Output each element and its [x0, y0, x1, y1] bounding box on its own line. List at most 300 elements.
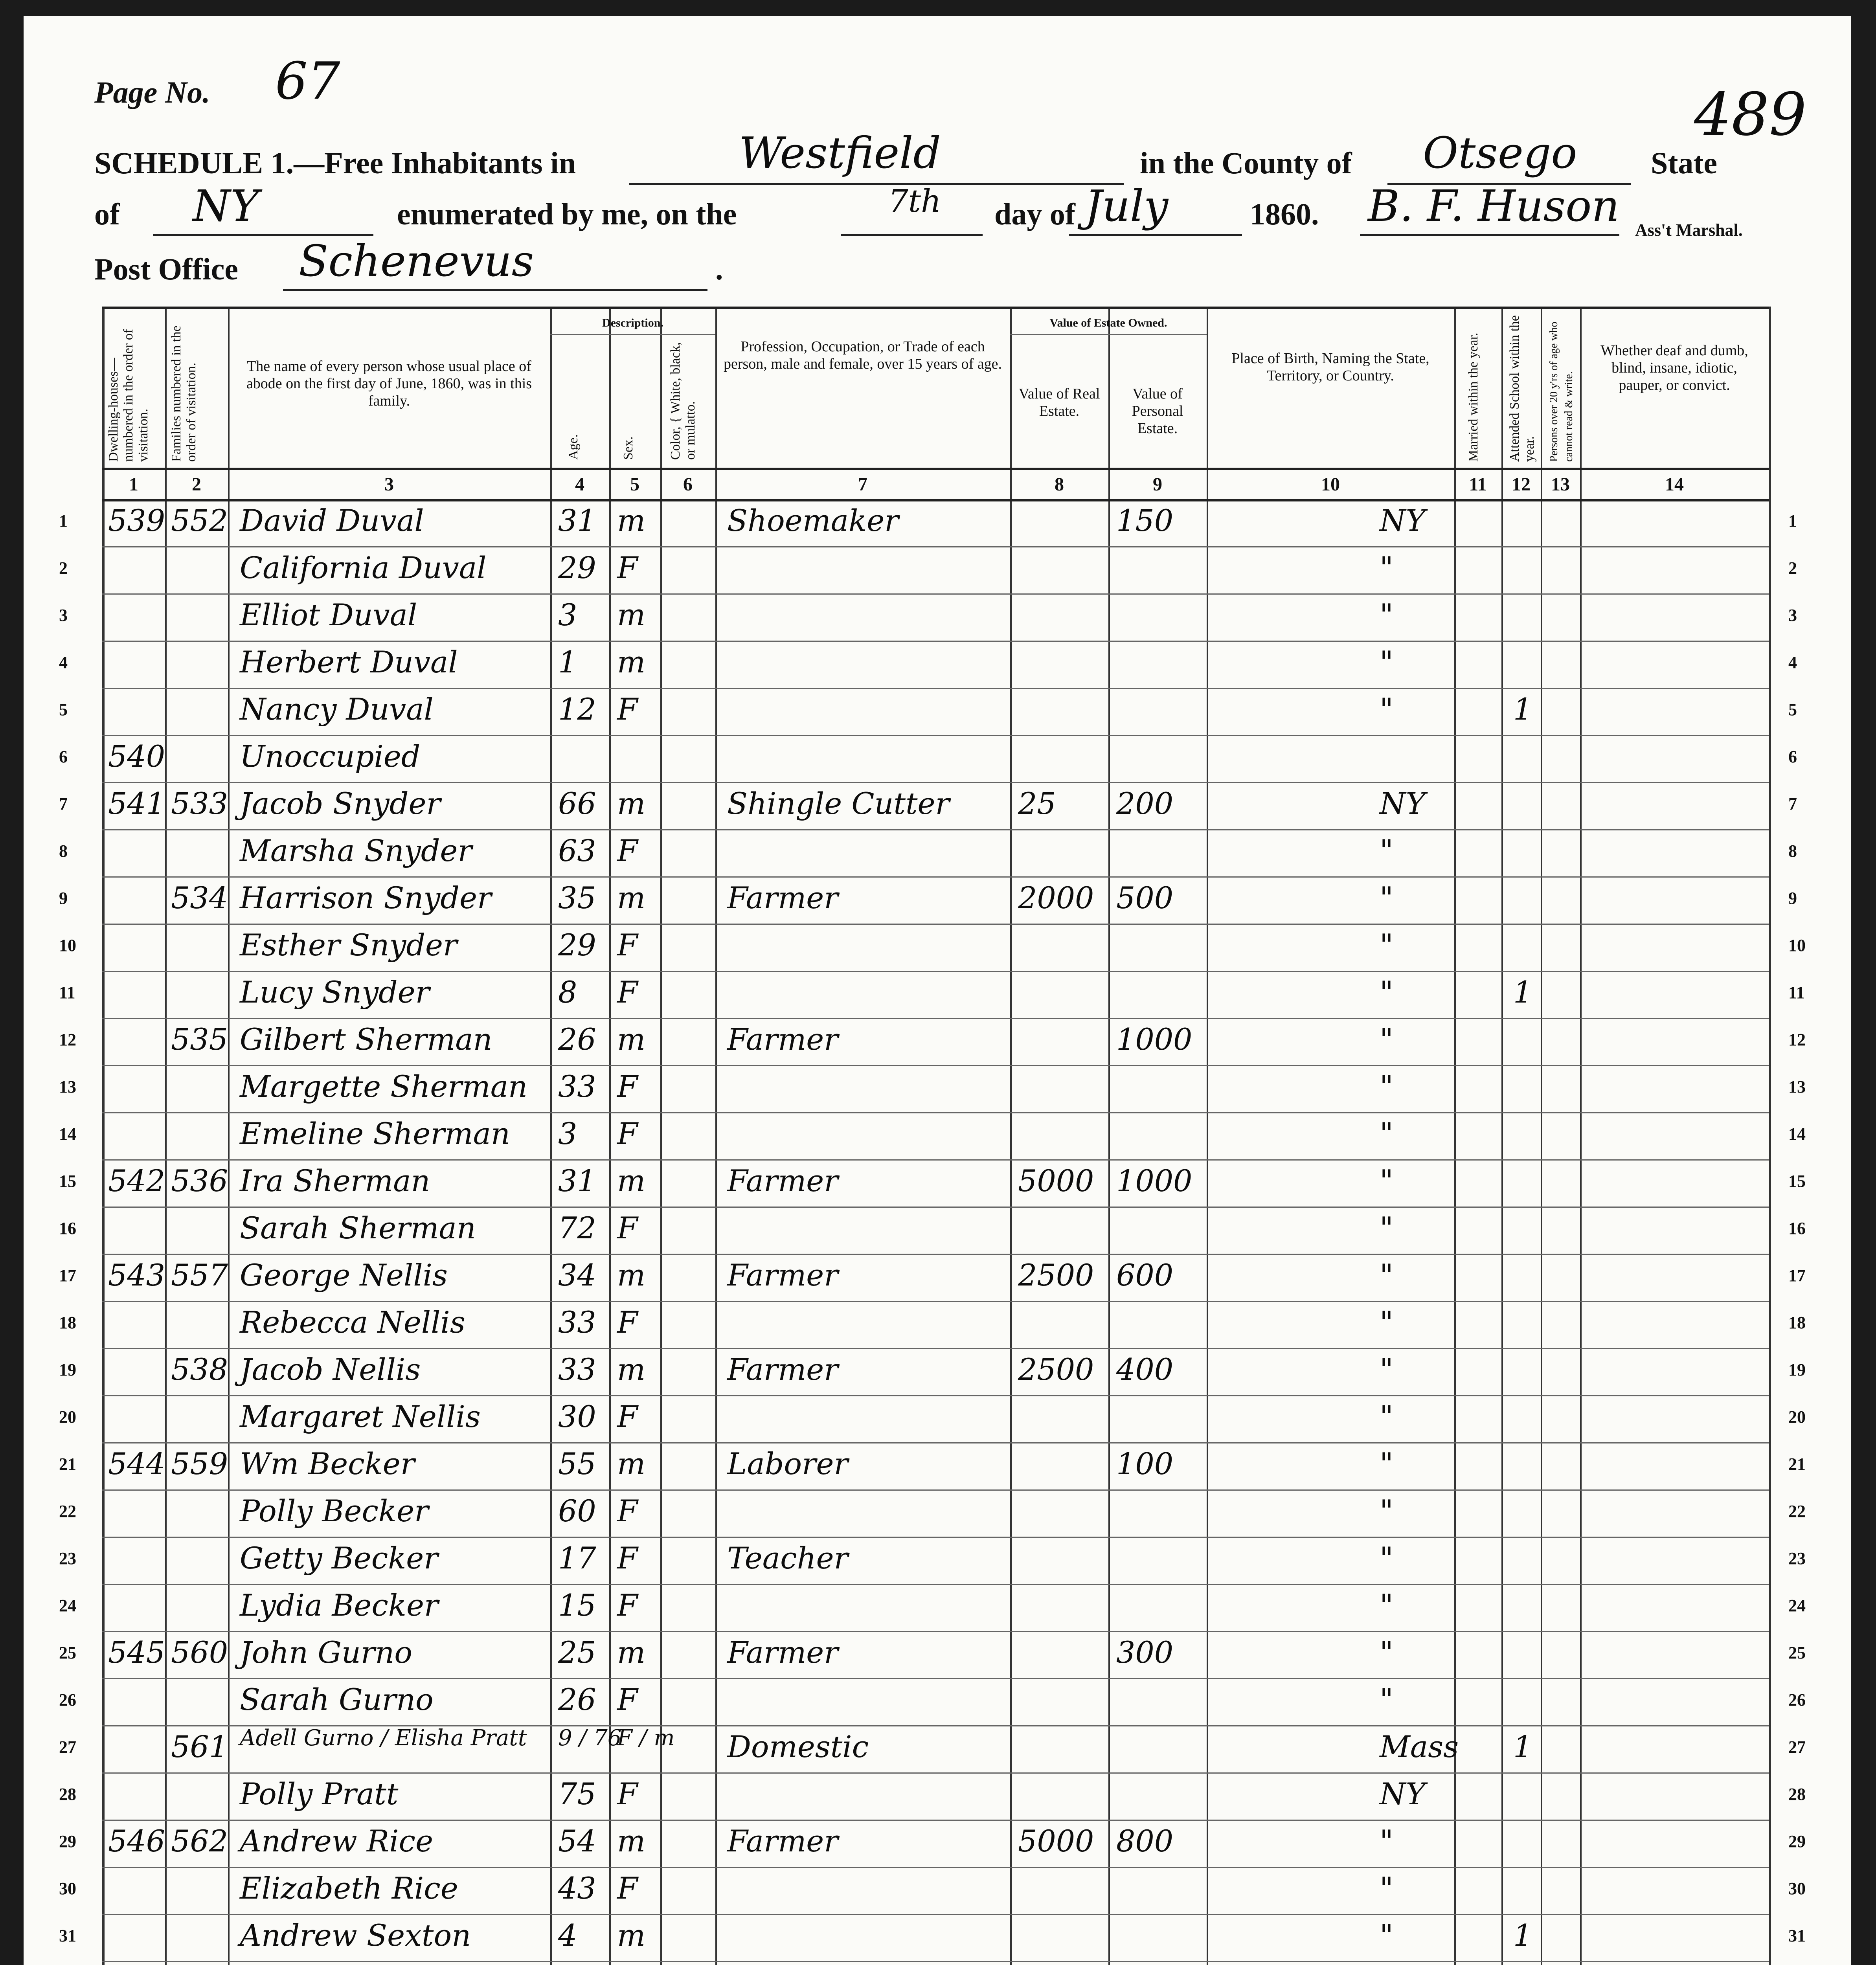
- row-number: 13: [1788, 1077, 1806, 1096]
- cell-birth: ": [1380, 927, 1393, 962]
- cell-age: 43: [558, 1871, 596, 1906]
- cell-age: 35: [558, 880, 596, 915]
- row-rule: [102, 924, 1769, 925]
- row-number: 30: [59, 1879, 76, 1898]
- cell-name: Sarah Gurno: [240, 1682, 434, 1717]
- post-office-label: Post Office: [94, 252, 239, 286]
- row-number: 9: [1788, 889, 1797, 908]
- col-number: 6: [683, 474, 693, 495]
- row-number: 27: [59, 1737, 76, 1757]
- cell-sex: F: [617, 1305, 638, 1340]
- row-rule: [102, 1961, 1769, 1962]
- marshal-label: Ass't Marshal.: [1635, 220, 1743, 240]
- col-color-head: Color, { White, black, or mulatto.: [668, 342, 698, 460]
- cell-family: 557: [171, 1258, 228, 1293]
- row-number: 7: [1788, 794, 1797, 814]
- col-married-head: Married within the year.: [1466, 332, 1481, 462]
- day-label: day of: [994, 197, 1075, 231]
- row-rule: [102, 546, 1769, 547]
- row-number: 2: [1788, 558, 1797, 578]
- cell-occupation: Farmer: [727, 1352, 838, 1387]
- cell-name: Gilbert Sherman: [240, 1022, 492, 1057]
- cell-birth: ": [1380, 1541, 1393, 1576]
- row-number: 9: [59, 889, 68, 908]
- cell-sex: m: [617, 1352, 646, 1387]
- row-rule: [102, 735, 1769, 736]
- cell-name: Ira Sherman: [240, 1163, 430, 1198]
- cell-name: Jacob Snyder: [240, 786, 441, 821]
- row-number: 8: [1788, 841, 1797, 861]
- cell-name: Wm Becker: [240, 1446, 415, 1481]
- cell-name: Herbert Duval: [240, 645, 458, 679]
- cell-sex: F: [617, 833, 638, 868]
- cell-birth: ": [1380, 1399, 1393, 1434]
- col-number: 9: [1153, 474, 1162, 495]
- cell-name: Margaret Nellis: [240, 1399, 481, 1434]
- cell-personal: 100: [1116, 1446, 1174, 1481]
- cell-name: Elizabeth Rice: [240, 1871, 458, 1906]
- cell-family: 561: [171, 1729, 228, 1764]
- cell-personal: 150: [1116, 503, 1174, 538]
- col-number: 2: [192, 474, 201, 495]
- row-number: 28: [1788, 1785, 1806, 1804]
- row-rule: [102, 1395, 1769, 1396]
- row-number: 26: [59, 1690, 76, 1710]
- cell-occupation: Laborer: [727, 1446, 848, 1481]
- row-number: 30: [1788, 1879, 1806, 1898]
- cell-personal: 1000: [1116, 1022, 1192, 1057]
- row-rule: [102, 1112, 1769, 1113]
- row-rule: [102, 1207, 1769, 1208]
- cell-age: 8: [558, 975, 577, 1010]
- col-number: 13: [1551, 474, 1570, 495]
- row-number: 26: [1788, 1690, 1806, 1710]
- cell-birth: NY: [1380, 786, 1426, 821]
- cell-occupation: Farmer: [727, 880, 838, 915]
- row-number: 14: [59, 1124, 76, 1144]
- cell-birth: ": [1380, 1824, 1393, 1858]
- row-number: 15: [59, 1172, 76, 1191]
- col-number: 3: [384, 474, 394, 495]
- row-rule: [102, 1772, 1769, 1774]
- post-office-end: .: [715, 252, 723, 286]
- cell-dwelling: 546: [108, 1824, 165, 1858]
- cell-age: 60: [558, 1493, 596, 1528]
- cell-birth: ": [1380, 1258, 1393, 1293]
- row-number: 15: [1788, 1172, 1806, 1191]
- row-number: 8: [59, 841, 68, 861]
- row-number: 4: [1788, 653, 1797, 672]
- cell-dwelling: 544: [108, 1446, 165, 1481]
- cell-school: 1: [1513, 975, 1532, 1010]
- cell-name: Andrew Sexton: [240, 1918, 471, 1953]
- row-rule: [102, 971, 1769, 972]
- cell-age: 54: [558, 1824, 596, 1858]
- enumerated-label: enumerated by me, on the: [397, 197, 737, 231]
- cell-birth: ": [1380, 975, 1393, 1010]
- col-number: 12: [1512, 474, 1531, 495]
- cell-family: 538: [171, 1352, 228, 1387]
- cell-age: 26: [558, 1022, 596, 1057]
- col-dwelling-head: Dwelling-houses—numbered in the order of visitation.: [106, 329, 151, 462]
- cell-sex: F: [617, 1399, 638, 1434]
- row-number: 1: [59, 511, 68, 531]
- row-number: 5: [59, 700, 68, 719]
- col-number: 14: [1665, 474, 1684, 495]
- cell-sex: F / m: [617, 1725, 675, 1751]
- cell-personal: 500: [1116, 880, 1174, 915]
- col-number: 5: [630, 474, 639, 495]
- row-number: 5: [1788, 700, 1797, 719]
- cell-name: Emeline Sherman: [240, 1116, 510, 1151]
- cell-age: 33: [558, 1352, 596, 1387]
- cell-school: 1: [1513, 1918, 1532, 1953]
- row-rule: [102, 782, 1769, 783]
- group-estate: Value of Estate Owned.: [1049, 316, 1167, 329]
- cell-birth: ": [1380, 1210, 1393, 1245]
- row-rule: [102, 1631, 1769, 1632]
- row-number: 29: [1788, 1832, 1806, 1851]
- cell-dwelling: 542: [108, 1163, 165, 1198]
- col-sex-head: Sex.: [621, 436, 636, 460]
- cell-name: Nancy Duval: [240, 692, 434, 727]
- cell-name: Marsha Snyder: [240, 833, 472, 868]
- row-number: 14: [1788, 1124, 1806, 1144]
- row-rule: [102, 1820, 1769, 1821]
- cell-birth: NY: [1380, 1776, 1426, 1811]
- cell-dwelling: 539: [108, 503, 165, 538]
- county-label: in the County of: [1140, 146, 1352, 180]
- cell-name: Polly Becker: [240, 1493, 429, 1528]
- cell-sex: m: [617, 645, 646, 679]
- cell-sex: F: [617, 1116, 638, 1151]
- cell-sex: m: [617, 1446, 646, 1481]
- row-number: 12: [1788, 1030, 1806, 1049]
- census-table: [59, 307, 1806, 1965]
- cell-age: 33: [558, 1305, 596, 1340]
- cell-family: 559: [171, 1446, 228, 1481]
- cell-birth: ": [1380, 1682, 1393, 1717]
- cell-family: 536: [171, 1163, 228, 1198]
- row-number: 2: [59, 558, 68, 578]
- page-number-value: 67: [275, 51, 340, 111]
- cell-birth: Mass: [1380, 1729, 1459, 1764]
- group-description: Description.: [602, 316, 663, 329]
- cell-sex: F: [617, 1493, 638, 1528]
- cell-personal: 300: [1116, 1635, 1174, 1670]
- cell-age: 4: [558, 1918, 577, 1953]
- cell-sex: F: [617, 692, 638, 727]
- cell-age: 1: [558, 645, 577, 679]
- cell-birth: ": [1380, 1022, 1393, 1057]
- schedule-label: SCHEDULE 1.—Free Inhabitants in: [94, 146, 576, 180]
- row-rule: [102, 1678, 1769, 1679]
- cell-occupation: Farmer: [727, 1824, 838, 1858]
- county-value: Otsego: [1423, 128, 1577, 178]
- cell-age: 33: [558, 1069, 596, 1104]
- row-number: 16: [1788, 1219, 1806, 1238]
- row-number: 3: [1788, 606, 1797, 625]
- cell-dwelling: 541: [108, 786, 165, 821]
- row-number: 25: [1788, 1643, 1806, 1662]
- cell-age: 72: [558, 1210, 596, 1245]
- cell-personal: 600: [1116, 1258, 1174, 1293]
- row-rule: [102, 593, 1769, 595]
- col-number: 10: [1321, 474, 1340, 495]
- row-number: 6: [1788, 747, 1797, 766]
- row-number: 18: [1788, 1313, 1806, 1332]
- cell-occupation: Shingle Cutter: [727, 786, 950, 821]
- row-number: 4: [59, 653, 68, 672]
- cell-name: Unoccupied: [240, 739, 421, 774]
- cell-birth: ": [1380, 1069, 1393, 1104]
- post-office-value: Schenevus: [299, 236, 534, 286]
- cell-school: 1: [1513, 1729, 1532, 1764]
- row-number: 17: [1788, 1266, 1806, 1285]
- day-value: 7th: [888, 183, 941, 219]
- cell-birth: ": [1380, 1588, 1393, 1623]
- cell-name: Getty Becker: [240, 1541, 438, 1576]
- cell-dwelling: 540: [108, 739, 165, 774]
- row-number: 1: [1788, 511, 1797, 531]
- cell-sex: F: [617, 1871, 638, 1906]
- cell-name: Rebecca Nellis: [240, 1305, 465, 1340]
- row-number: 6: [59, 747, 68, 766]
- row-number: 23: [1788, 1549, 1806, 1568]
- month-value: July: [1085, 181, 1169, 231]
- cell-age: 17: [558, 1541, 596, 1576]
- row-number: 29: [59, 1832, 76, 1851]
- cell-personal: 200: [1116, 786, 1174, 821]
- col-personal-estate-head: Value of Personal Estate.: [1132, 386, 1183, 437]
- cell-sex: m: [617, 503, 646, 538]
- cell-age: 29: [558, 550, 596, 585]
- row-rule: [102, 876, 1769, 878]
- row-rule: [102, 641, 1769, 642]
- cell-name: George Nellis: [240, 1258, 448, 1293]
- cell-birth: ": [1380, 1493, 1393, 1528]
- cell-real: 2500: [1018, 1352, 1094, 1387]
- cell-occupation: Domestic: [727, 1729, 869, 1764]
- cell-family: 533: [171, 786, 228, 821]
- row-rule: [102, 1489, 1769, 1491]
- col-occupation-head: Profession, Occupation, or Trade of each person, male and female, over 15 years of age.: [724, 338, 1002, 372]
- row-number: 22: [59, 1502, 76, 1521]
- row-number: 31: [1788, 1926, 1806, 1945]
- cell-birth: ": [1380, 692, 1393, 727]
- cell-real: 25: [1018, 786, 1056, 821]
- col-real-estate-head: Value of Real Estate.: [1018, 386, 1100, 419]
- row-rule: [102, 1584, 1769, 1585]
- row-rule: [102, 688, 1769, 689]
- cell-name: Harrison Snyder: [240, 880, 492, 915]
- cell-age: 12: [558, 692, 596, 727]
- cell-birth: ": [1380, 1918, 1393, 1953]
- cell-sex: m: [617, 786, 646, 821]
- cell-age: 15: [558, 1588, 596, 1623]
- cell-family: 535: [171, 1022, 228, 1057]
- census-sheet: [24, 16, 1851, 1965]
- cell-sex: F: [617, 975, 638, 1010]
- cell-age: 3: [558, 597, 577, 632]
- state-value: NY: [193, 181, 259, 231]
- cell-age: 34: [558, 1258, 596, 1293]
- row-number: 18: [59, 1313, 76, 1332]
- col-age-head: Age.: [566, 434, 581, 460]
- cell-occupation: Teacher: [727, 1541, 848, 1576]
- cell-birth: ": [1380, 1116, 1393, 1151]
- stamp-number: 489: [1694, 81, 1807, 149]
- page-number-label: Page No.: [94, 75, 210, 109]
- cell-school: 1: [1513, 692, 1532, 727]
- row-rule: [102, 1914, 1769, 1915]
- row-rule: [102, 1159, 1769, 1161]
- cell-age: 30: [558, 1399, 596, 1434]
- cell-sex: F: [617, 1069, 638, 1104]
- cell-age: 29: [558, 927, 596, 962]
- cell-name: Andrew Rice: [240, 1824, 434, 1858]
- cell-occupation: Shoemaker: [727, 503, 899, 538]
- cell-sex: m: [617, 1258, 646, 1293]
- row-number: 11: [1788, 983, 1805, 1002]
- col-number: 4: [575, 474, 584, 495]
- cell-sex: F: [617, 1210, 638, 1245]
- town-value: Westfield: [739, 128, 941, 178]
- row-number: 10: [1788, 936, 1806, 955]
- cell-name: Elliot Duval: [240, 597, 417, 632]
- cell-name: California Duval: [240, 550, 487, 585]
- cell-name: Margette Sherman: [240, 1069, 527, 1104]
- cell-sex: F: [617, 1541, 638, 1576]
- cell-dwelling: 543: [108, 1258, 165, 1293]
- col-name-head: The name of every person whose usual place of abode on the first day of June, 1860, was in this family.: [246, 358, 532, 409]
- cell-name: Sarah Sherman: [240, 1210, 476, 1245]
- cell-occupation: Farmer: [727, 1022, 838, 1057]
- row-number: 21: [1788, 1454, 1806, 1474]
- cell-birth: ": [1380, 880, 1393, 915]
- col-disability-head: Whether deaf and dumb, blind, insane, idiotic, pauper, or convict.: [1600, 342, 1748, 393]
- row-number: 10: [59, 936, 76, 955]
- cell-dwelling: 545: [108, 1635, 165, 1670]
- row-number: 19: [1788, 1360, 1806, 1379]
- col-number: 8: [1055, 474, 1064, 495]
- cell-real: 5000: [1018, 1163, 1094, 1198]
- col-number: 7: [858, 474, 867, 495]
- col-number: 11: [1469, 474, 1487, 495]
- of-label: of: [94, 197, 120, 231]
- cell-age: 31: [558, 1163, 596, 1198]
- cell-occupation: Farmer: [727, 1635, 838, 1670]
- cell-real: 2500: [1018, 1258, 1094, 1293]
- row-number: 17: [59, 1266, 76, 1285]
- cell-age: 9 / 76: [558, 1725, 622, 1751]
- cell-age: 3: [558, 1116, 577, 1151]
- row-number: 24: [59, 1596, 76, 1615]
- row-number: 20: [1788, 1407, 1806, 1427]
- cell-sex: F: [617, 1588, 638, 1623]
- row-rule: [102, 1867, 1769, 1868]
- cell-birth: ": [1380, 1163, 1393, 1198]
- cell-age: 26: [558, 1682, 596, 1717]
- cell-real: 2000: [1018, 880, 1094, 915]
- row-number: 25: [59, 1643, 76, 1662]
- cell-birth: ": [1380, 1305, 1393, 1340]
- cell-birth: ": [1380, 1352, 1393, 1387]
- cell-birth: ": [1380, 1446, 1393, 1481]
- cell-family: 552: [171, 503, 228, 538]
- year-label: 1860.: [1250, 197, 1319, 231]
- cell-family: 534: [171, 880, 228, 915]
- cell-name: John Gurno: [240, 1635, 412, 1670]
- cell-name: Lydia Becker: [240, 1588, 439, 1623]
- row-number: 12: [59, 1030, 76, 1049]
- cell-name: Esther Snyder: [240, 927, 458, 962]
- cell-sex: F: [617, 927, 638, 962]
- cell-age: 63: [558, 833, 596, 868]
- col-birthplace-head: Place of Birth, Naming the State, Territory, or Country.: [1231, 350, 1430, 384]
- cell-sex: m: [617, 1635, 646, 1670]
- cell-age: 25: [558, 1635, 596, 1670]
- col-number: 1: [129, 474, 138, 495]
- cell-birth: ": [1380, 833, 1393, 868]
- row-rule: [102, 1254, 1769, 1255]
- cell-sex: m: [617, 1022, 646, 1057]
- col-illiterate-head: Persons over 20 y'rs of age who cannot read & write.: [1548, 321, 1575, 462]
- cell-age: 31: [558, 503, 596, 538]
- cell-family: 562: [171, 1824, 228, 1858]
- cell-sex: m: [617, 1824, 646, 1858]
- row-number: 11: [59, 983, 75, 1002]
- cell-personal: 400: [1116, 1352, 1174, 1387]
- cell-name: Lucy Snyder: [240, 975, 430, 1010]
- cell-birth: ": [1380, 645, 1393, 679]
- cell-birth: ": [1380, 597, 1393, 632]
- cell-age: 66: [558, 786, 596, 821]
- state-label: State: [1651, 146, 1717, 180]
- row-number: 31: [59, 1926, 76, 1945]
- cell-personal: 1000: [1116, 1163, 1192, 1198]
- row-number: 28: [59, 1785, 76, 1804]
- cell-birth: NY: [1380, 503, 1426, 538]
- cell-name: Polly Pratt: [240, 1776, 399, 1811]
- col-school-head: Attended School within the year.: [1507, 315, 1537, 462]
- row-number: 24: [1788, 1596, 1806, 1615]
- cell-sex: m: [617, 1918, 646, 1953]
- cell-name: Adell Gurno / Elisha Pratt: [240, 1725, 527, 1751]
- cell-sex: F: [617, 1682, 638, 1717]
- row-rule: [102, 1348, 1769, 1349]
- row-number: 13: [59, 1077, 76, 1096]
- marshal-value: B. F. Huson: [1368, 181, 1620, 231]
- row-number: 19: [59, 1360, 76, 1379]
- cell-real: 5000: [1018, 1824, 1094, 1858]
- row-rule: [102, 1442, 1769, 1443]
- cell-birth: ": [1380, 1871, 1393, 1906]
- row-rule: [102, 1537, 1769, 1538]
- cell-name: Jacob Nellis: [240, 1352, 421, 1387]
- cell-age: 75: [558, 1776, 596, 1811]
- row-rule: [102, 829, 1769, 830]
- cell-occupation: Farmer: [727, 1163, 838, 1198]
- row-rule: [102, 1301, 1769, 1302]
- cell-sex: m: [617, 1163, 646, 1198]
- row-number: 7: [59, 794, 68, 814]
- row-number: 20: [59, 1407, 76, 1427]
- row-rule: [102, 1065, 1769, 1066]
- cell-age: 55: [558, 1446, 596, 1481]
- cell-sex: F: [617, 1776, 638, 1811]
- cell-birth: ": [1380, 1635, 1393, 1670]
